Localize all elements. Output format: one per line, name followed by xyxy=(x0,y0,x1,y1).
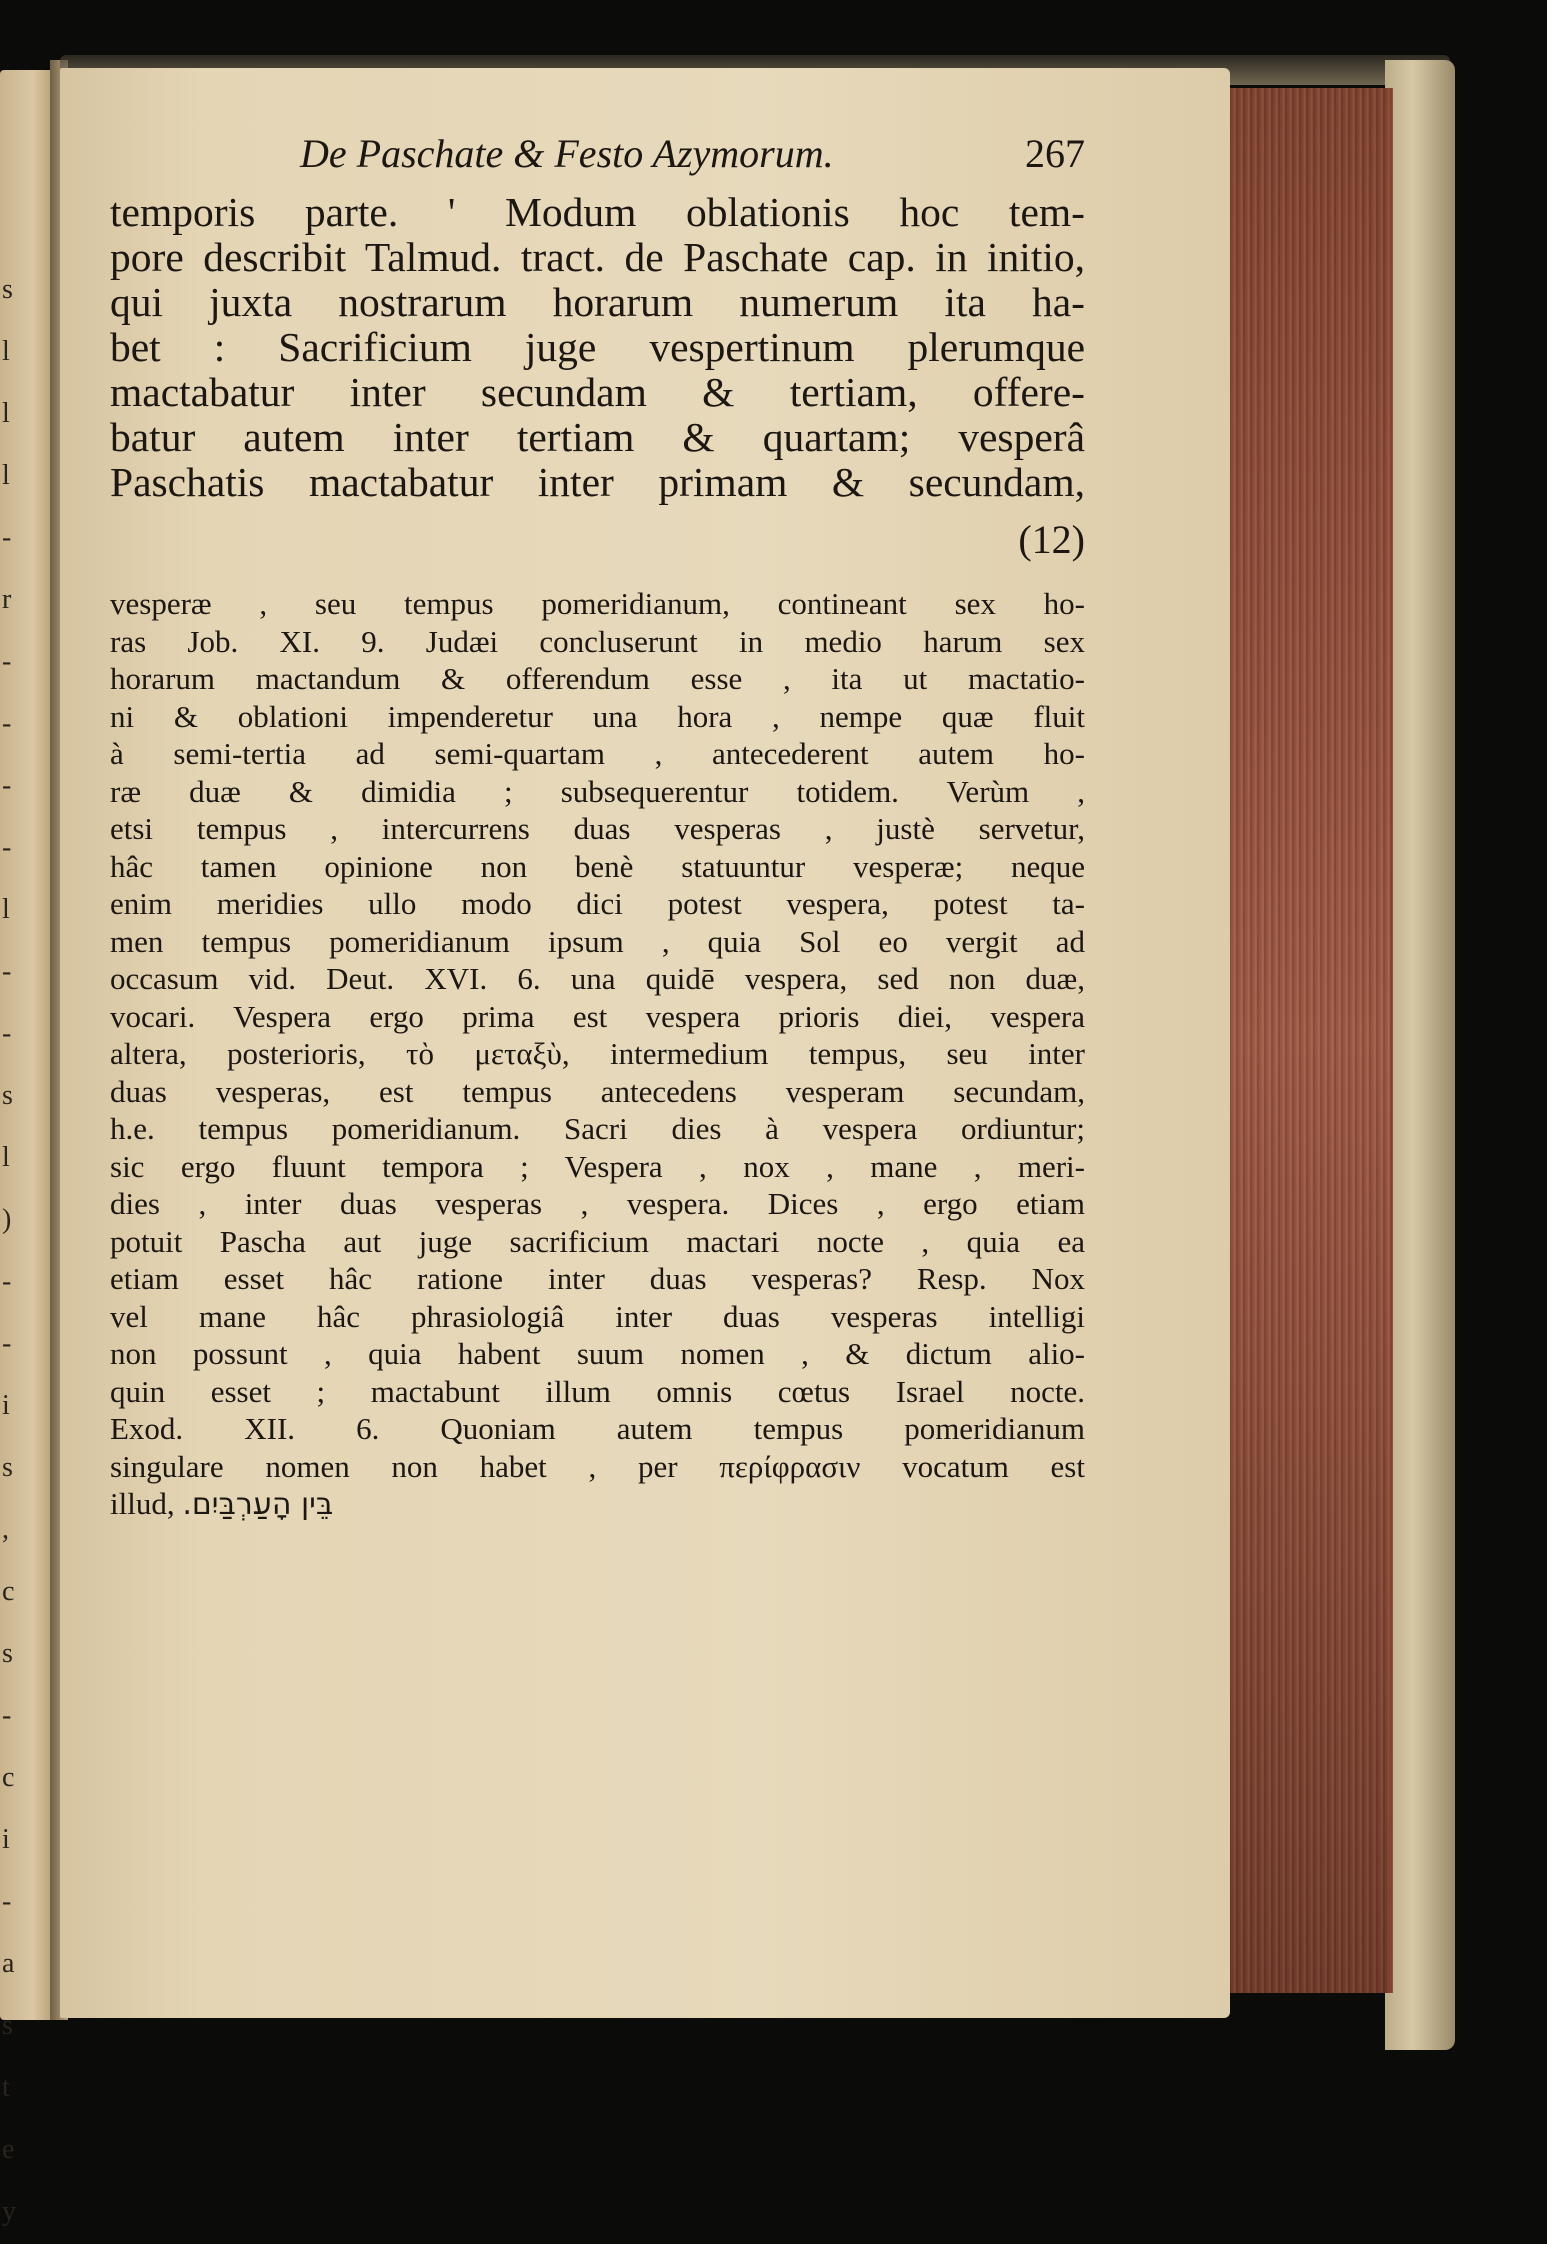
left-page-margin-letters xyxy=(2,260,24,2244)
main-text-line: pore describit Talmud. tract. de Paschate cap. in initio, xyxy=(110,234,1085,280)
note-line: à semi-tertia ad semi-quartam , antecederent autem ho- xyxy=(110,736,1085,771)
left-facing-page xyxy=(0,70,55,2227)
left-margin-letter: ) xyxy=(2,1204,12,1235)
left-margin-letter: l xyxy=(2,460,10,491)
running-title: De Paschate & Festo Azymorum. xyxy=(300,131,834,176)
left-margin-letter: y xyxy=(2,2196,16,2227)
left-margin-letter: l xyxy=(2,398,10,429)
note-line: potuit Pascha aut juge sacrificium mactari nocte , quia ea xyxy=(110,1223,1085,1259)
left-margin-letter: r xyxy=(2,584,12,615)
left-margin-letter: c xyxy=(2,1576,15,1607)
left-margin-letter: i xyxy=(2,1390,10,1421)
left-margin-letter: t xyxy=(2,2072,10,2103)
left-margin-letter: - xyxy=(2,646,12,677)
note-line: Exod. XII. 6. Quoniam autem tempus pomeridianum xyxy=(110,1411,1085,1446)
page-text-block xyxy=(110,130,1085,1523)
left-margin-letter: l xyxy=(2,336,10,367)
note-line: ræ duæ & dimidia ; subsequerentur totidem. Verùm , xyxy=(110,773,1085,809)
left-margin-letter: - xyxy=(2,1266,12,1297)
main-text xyxy=(110,190,1085,505)
running-header xyxy=(110,130,1085,190)
main-text-line: Paschatis mactabatur inter primam & secundam, xyxy=(110,459,1085,505)
note-line: singulare nomen non habet , per περίφρασιν vocatum est xyxy=(110,1448,1085,1484)
note-final-line xyxy=(110,1485,1085,1523)
note-line: vesperæ , seu tempus pomeridianum, contineant sex ho- xyxy=(110,586,1085,621)
left-margin-letter: - xyxy=(2,832,12,863)
book-cover-right xyxy=(1385,60,1455,2050)
left-margin-letter: - xyxy=(2,956,12,987)
note-line: hâc tamen opinione non benè statuuntur vesperæ; neque xyxy=(110,848,1085,884)
note-line: enim meridies ullo modo dici potest vespera, potest ta- xyxy=(110,886,1085,921)
left-margin-letter: - xyxy=(2,1700,12,1731)
left-margin-letter: a xyxy=(2,1948,15,1979)
note-line: non possunt , quia habent suum nomen , & dictum alio- xyxy=(110,1336,1085,1371)
note-line: etsi tempus , intercurrens duas vesperas , justè servetur, xyxy=(110,811,1085,846)
note-line: altera, posterioris, τὸ μεταξὺ, intermedium tempus, seu inter xyxy=(110,1036,1085,1071)
left-margin-letter: - xyxy=(2,708,12,739)
footnote-marker: (12) xyxy=(1018,517,1085,562)
left-margin-letter: - xyxy=(2,770,12,801)
note-line: ni & oblationi impenderetur una hora , nempe quæ fluit xyxy=(110,698,1085,734)
left-margin-letter: , xyxy=(2,1514,9,1545)
note-line: occasum vid. Deut. XVI. 6. una quidē vespera, sed non duæ, xyxy=(110,961,1085,996)
main-text-line: bet : Sacrificium juge vespertinum plerumque xyxy=(110,324,1085,370)
left-margin-letter: l xyxy=(2,894,10,925)
left-margin-letter: e xyxy=(2,2134,15,2165)
note-line: dies , inter duas vesperas , vespera. Dices , ergo etiam xyxy=(110,1186,1085,1221)
left-margin-letter: s xyxy=(2,2010,13,2041)
note-line: quin esset ; mactabunt illum omnis cœtus Israel nocte. xyxy=(110,1373,1085,1409)
left-margin-letter: s xyxy=(2,1452,13,1483)
note-final-latin: illud, xyxy=(110,1486,175,1521)
left-margin-letter: c xyxy=(2,1762,15,1793)
left-margin-letter: s xyxy=(2,274,13,305)
left-margin-letter: - xyxy=(2,522,12,553)
left-margin-letter: s xyxy=(2,1080,13,1111)
note-line: h.e. tempus pomeridianum. Sacri dies à vespera ordiuntur; xyxy=(110,1111,1085,1146)
hebrew-phrase: בֵּין הָעַרְבַּיִם. xyxy=(182,1487,334,1522)
note-line: ras Job. XI. 9. Judæi concluserunt in medio harum sex xyxy=(110,623,1085,659)
main-text-line: qui juxta nostrarum horarum numerum ita ha- xyxy=(110,279,1085,325)
footnote-text xyxy=(110,585,1085,1523)
left-margin-letter: - xyxy=(2,1886,12,1917)
note-line: vel mane hâc phrasiologiâ inter duas vesperas intelligi xyxy=(110,1298,1085,1334)
note-line: horarum mactandum & offerendum esse , ita ut mactatio- xyxy=(110,661,1085,696)
left-margin-letter: - xyxy=(2,1018,12,1049)
page-block-shade xyxy=(1222,88,1390,1993)
main-text-line: temporis parte. ' Modum oblationis hoc tem- xyxy=(110,189,1085,235)
left-margin-letter: - xyxy=(2,1328,12,1359)
note-line: men tempus pomeridianum ipsum , quia Sol eo vergit ad xyxy=(110,923,1085,959)
main-text-line: mactabatur inter secundam & tertiam, offere- xyxy=(110,369,1085,415)
note-line: sic ergo fluunt tempora ; Vespera , nox , mane , meri- xyxy=(110,1148,1085,1184)
note-line: duas vesperas, est tempus antecedens vesperam secundam, xyxy=(110,1073,1085,1109)
page-number: 267 xyxy=(1025,131,1085,176)
left-margin-letter: i xyxy=(2,1824,10,1855)
left-margin-letter: s xyxy=(2,1638,13,1669)
note-line: etiam esset hâc ratione inter duas vesperas? Resp. Nox xyxy=(110,1261,1085,1296)
main-text-line: batur autem inter tertiam & quartam; vesperâ xyxy=(110,414,1085,460)
left-margin-letter: l xyxy=(2,1142,10,1173)
note-line: vocari. Vespera ergo prima est vespera prioris diei, vespera xyxy=(110,998,1085,1034)
